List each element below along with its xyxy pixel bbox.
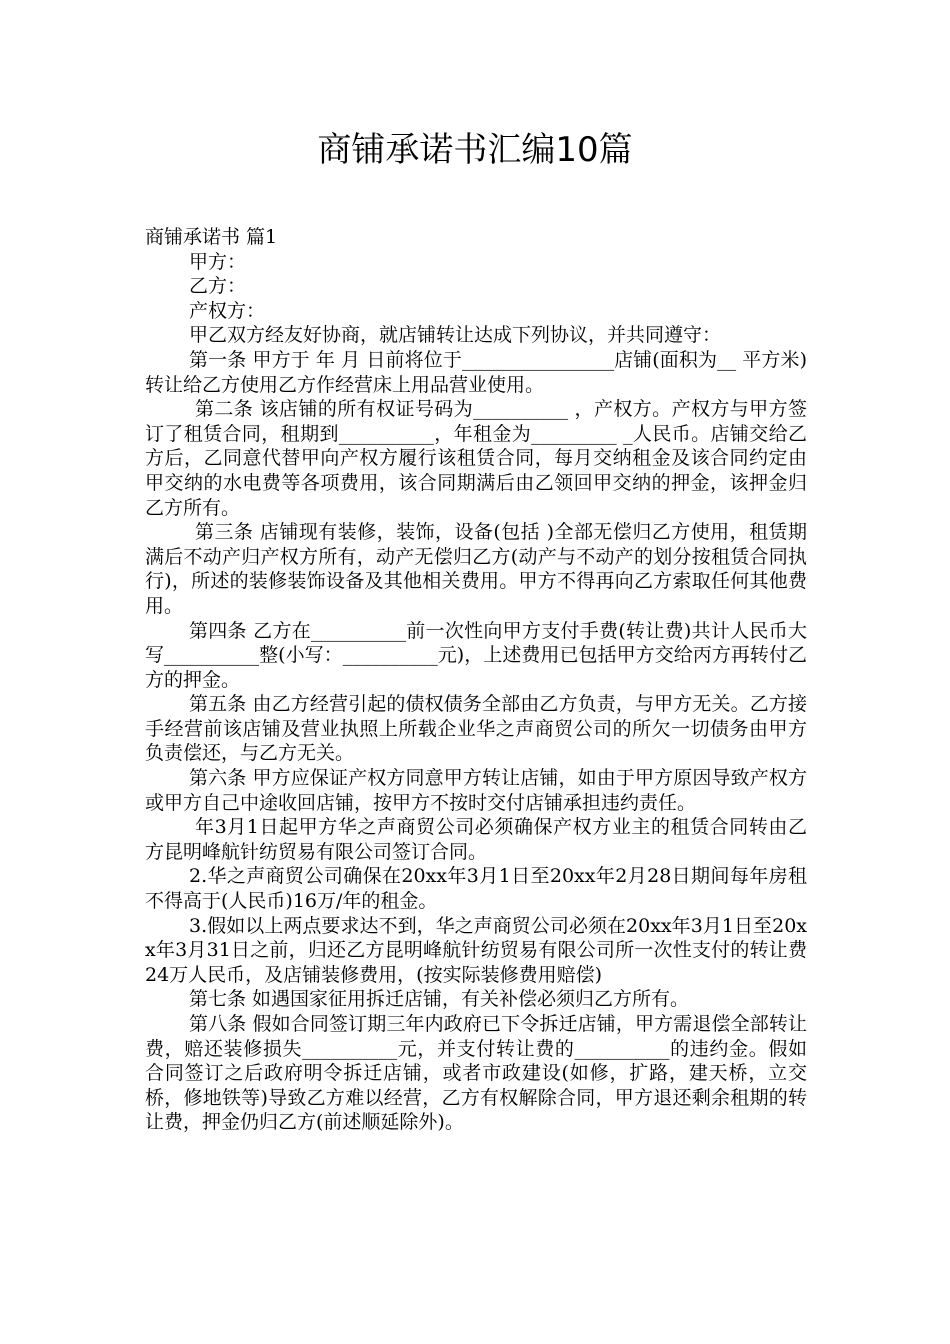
- article-1-paragraph: 第一条 甲方于 年 月 日前将位于________________店铺(面积为__ 平方米)转让给乙方使用乙方作经营床上用品营业使用。: [145, 348, 807, 396]
- clause-1-paragraph: 年3月1日起甲方华之声商贸公司必须确保产权方业主的租赁合同转由乙方昆明峰航针纺贸易有限公司签订合同。: [145, 816, 807, 863]
- article-7-paragraph: 第七条 如遇国家征用拆迁店铺，有关补偿必须归乙方所有。: [189, 988, 690, 1011]
- article-8-paragraph: 第八条 假如合同签订期三年内政府已下令拆迁店铺，甲方需退偿全部转让费，赔还装修损失__________元，并支付转让费的__________的违约金。假如合同签订之后政府明令拆迁店铺，或者市政建设(如修，扩路，建天桥，立交桥，修地铁等)导致乙方难以经营，乙方有权解除合同，甲方退还剩余租期的转让费，押金仍归乙方(前述顺延除外)。: [145, 1013, 807, 1134]
- article-5-paragraph: 第五条 由乙方经营引起的债权债务全部由乙方负责，与甲方无关。乙方接手经营前该店铺及营业执照上所载企业华之声商贸公司的所欠一切债务由甲方负责偿还，与乙方无关。: [145, 693, 807, 765]
- preamble-paragraph: 甲乙双方经友好协商，就店铺转让达成下列协议，并共同遵守：: [189, 324, 722, 347]
- party-b-line: 乙方：: [189, 275, 247, 298]
- article-3-paragraph: 第三条 店铺现有装修，装饰，设备(包括 )全部无偿归乙方使用，租赁期满后不动产归产权方所有，动产无偿归乙方(动产与不动产的划分按租赁合同执行)，所述的装修装饰设备及其他相关费用。甲方不得再向乙方索取任何其他费用。: [145, 521, 807, 617]
- property-owner-line: 产权方：: [189, 299, 266, 322]
- clause-3-paragraph: 3.假如以上两点要求达不到，华之声商贸公司必须在20xx年3月1日至20xx年3月31日之前，归还乙方昆明峰航针纺贸易有限公司所一次性支付的转让费24万人民币，及店铺装修费用，(按实际装修费用赔偿): [145, 914, 807, 986]
- section-heading: 商铺承诺书 篇1: [145, 226, 278, 248]
- article-4-paragraph: 第四条 乙方在__________前一次性向甲方支付手费(转让费)共计人民币大写__________整(小写：__________元)，上述费用已包括甲方交给丙方再转付乙方的押金。: [145, 619, 807, 691]
- document-body: [145, 225, 807, 1135]
- article-6-paragraph: 第六条 甲方应保证产权方同意甲方转让店铺，如由于甲方原因导致产权方或甲方自己中途收回店铺，按甲方不按时交付店铺承担违约责任。: [145, 767, 807, 814]
- party-a-line: 甲方：: [189, 250, 247, 273]
- document-title: 商铺承诺书汇编10篇: [317, 130, 633, 170]
- clause-2-paragraph: 2.华之声商贸公司确保在20xx年3月1日至20xx年2月28日期间每年房租不得高于(人民币)16万/年的租金。: [145, 865, 807, 913]
- article-2-paragraph: 第二条 该店铺的所有权证号码为__________ ，产权方。产权方与甲方签订了租赁合同，租期到__________，年租金为_________ _人民币。店铺交给乙方后，乙同意代替甲向产权方履行该租赁合同，每月交纳租金及该合同约定由甲交纳的水电费等各项费用，该合同期满后由乙领回甲交纳的押金，该押金归乙方所有。: [145, 398, 807, 519]
